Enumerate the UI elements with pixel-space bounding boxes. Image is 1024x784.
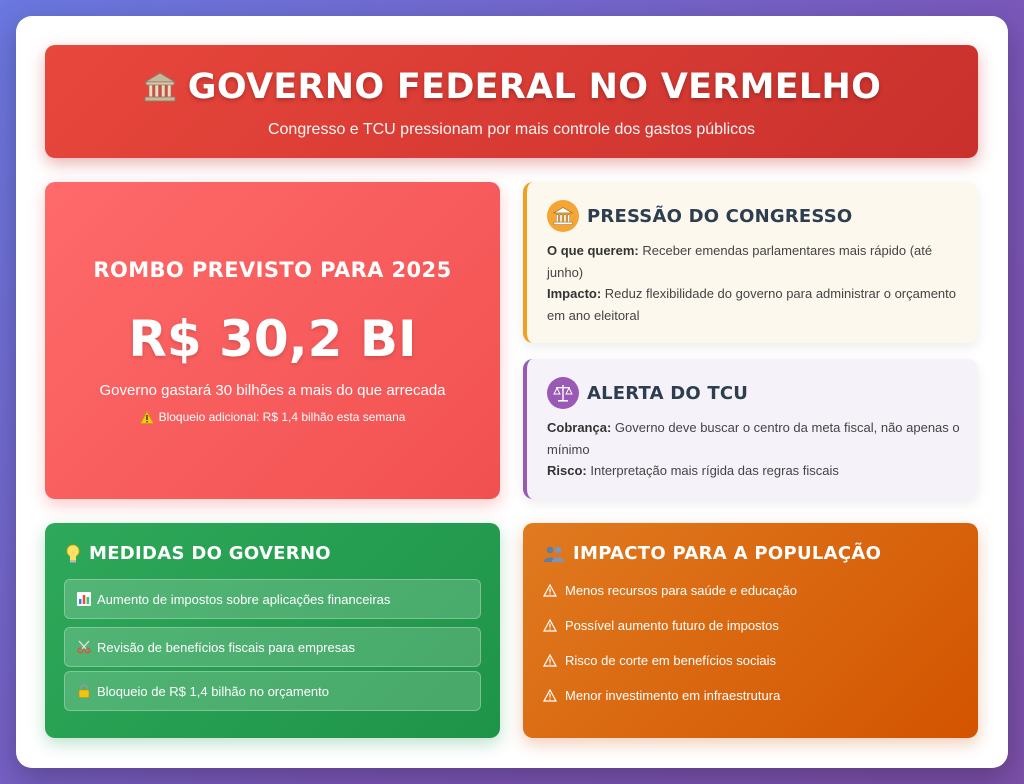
impact-text: Possível aumento futuro de impostos xyxy=(565,618,779,633)
scales-icon xyxy=(547,377,579,409)
congress-panel xyxy=(523,182,978,343)
deficit-alert-text: Bloqueio adicional: R$ 1,4 bilhão esta semana xyxy=(158,410,406,424)
measure-text: Bloqueio de R$ 1,4 bilhão no orçamento xyxy=(97,683,329,699)
tcu-title-row xyxy=(547,377,748,409)
tcu-item-label: Risco: xyxy=(547,463,587,478)
congress-item-text: Receber emendas parlamentares mais rápido (até junho) xyxy=(547,243,933,280)
measure-item xyxy=(64,671,481,711)
warning-icon xyxy=(543,584,557,597)
impact-item xyxy=(543,688,780,703)
deficit-alert xyxy=(45,410,500,424)
impact-item xyxy=(543,583,797,598)
congress-title: PRESSÃO DO CONGRESSO xyxy=(587,205,853,227)
deficit-label: ROMBO PREVISTO PARA 2025 xyxy=(93,258,452,282)
congress-item-text: Reduz flexibilidade do governo para administrar o orçamento em ano eleitoral xyxy=(547,286,956,323)
tcu-item xyxy=(547,417,962,460)
measure-text: Revisão de benefícios fiscais para empresas xyxy=(97,639,355,655)
congress-item xyxy=(547,283,962,326)
congress-item-label: Impacto: xyxy=(547,286,602,301)
page-title: GOVERNO FEDERAL NO VERMELHO xyxy=(187,67,882,107)
measures-panel xyxy=(45,523,500,738)
congress-item xyxy=(547,240,962,283)
warning-icon xyxy=(543,689,557,702)
measures-title-row xyxy=(65,543,331,564)
deficit-value: R$ 30,2 BI xyxy=(128,310,417,368)
deficit-panel xyxy=(45,182,500,499)
congress-title-row xyxy=(547,200,852,232)
header-title-row xyxy=(45,67,978,107)
government-building-icon xyxy=(547,200,579,232)
scissors-icon xyxy=(77,640,91,654)
tcu-item-label: Cobrança: xyxy=(547,420,612,435)
warning-icon xyxy=(140,411,154,424)
measure-item xyxy=(64,627,481,667)
warning-icon xyxy=(543,619,557,632)
impact-title: IMPACTO PARA A POPULAÇÃO xyxy=(573,543,882,564)
impact-text: Menos recursos para saúde e educação xyxy=(565,583,797,598)
measure-text: Aumento de impostos sobre aplicações financeiras xyxy=(97,591,391,607)
header-banner xyxy=(45,45,978,158)
tcu-panel xyxy=(523,359,978,499)
congress-item-label: O que querem: xyxy=(547,243,639,258)
lightbulb-icon xyxy=(65,544,81,564)
congress-body xyxy=(547,240,962,326)
impact-title-row xyxy=(543,543,881,564)
impact-item xyxy=(543,653,776,668)
tcu-title: ALERTA DO TCU xyxy=(587,382,749,404)
impact-item xyxy=(543,618,779,633)
impact-panel xyxy=(523,523,978,738)
deficit-description: Governo gastará 30 bilhões a mais do que arrecada xyxy=(99,382,446,399)
tcu-item-text: Governo deve buscar o centro da meta fiscal, não apenas o mínimo xyxy=(547,420,960,457)
impact-text: Risco de corte em benefícios sociais xyxy=(565,653,776,668)
tcu-item xyxy=(547,460,962,482)
warning-icon xyxy=(543,654,557,667)
bar-chart-icon xyxy=(77,592,91,606)
impact-text: Menor investimento em infraestrutura xyxy=(565,688,781,703)
government-building-icon xyxy=(142,69,178,105)
tcu-item-text: Interpretação mais rígida das regras fiscais xyxy=(590,463,839,478)
lock-icon xyxy=(77,684,91,698)
measure-item xyxy=(64,579,481,619)
page-subtitle: Congresso e TCU pressionam por mais controle dos gastos públicos xyxy=(267,121,756,138)
people-icon xyxy=(543,545,565,563)
tcu-body xyxy=(547,417,962,482)
measures-title: MEDIDAS DO GOVERNO xyxy=(89,543,331,564)
